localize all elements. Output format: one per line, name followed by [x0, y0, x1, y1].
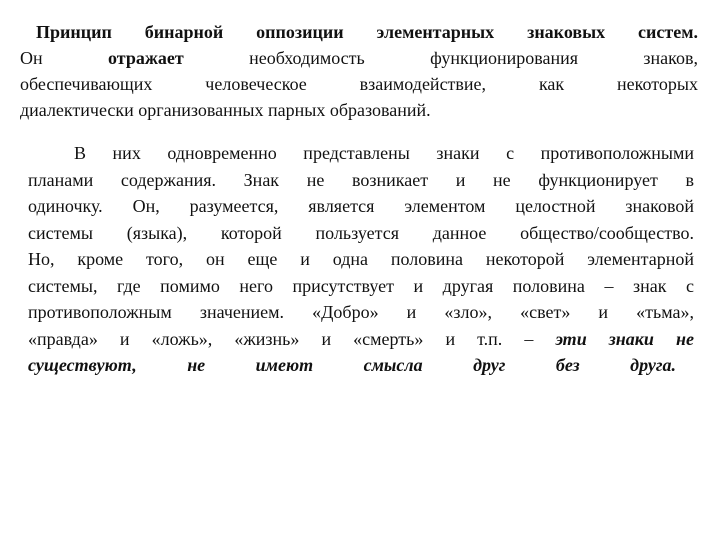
text-line: обеспечивающих человеческое взаимодействие, как некоторых: [20, 74, 698, 94]
text-span: Он: [20, 48, 43, 68]
text-line: одиночку. Он, разумеется, является элементом целостной знаковой: [28, 196, 694, 216]
bold-keyword: отражает: [108, 48, 184, 68]
text-line: планами содержания. Знак не возникает и не функционирует в: [28, 169, 694, 190]
paragraph-binary-opposition: [20, 19, 698, 123]
text-line: противоположным значением. «Добро» и «зло», «свет» и «тьма»,: [28, 302, 694, 322]
text-line: [28, 352, 676, 379]
text-line: [20, 45, 698, 71]
paragraph-opposite-signs: [28, 140, 694, 379]
emphasis-span: эти знаки не: [555, 328, 694, 349]
text-line: системы (языка), которой пользуется данное общество/сообщество.: [28, 222, 694, 243]
text-span: необходимость функционирования знаков,: [249, 48, 698, 68]
emphasis-span: существуют, не имеют смысла друг без друга: [28, 355, 672, 375]
period: .: [671, 355, 676, 375]
text-span: «правда» и «ложь», «жизнь» и «смерть» и т.п. –: [28, 328, 534, 349]
paragraph-title-line: [20, 19, 698, 45]
paragraph-title: Принцип бинарной оппозиции элементарных знаковых систем.: [36, 22, 698, 42]
text-line: диалектически организованных парных образований.: [20, 100, 431, 120]
text-line: системы, где помимо него присутствует и другая половина – знак с: [28, 275, 694, 296]
text-line: Но, кроме того, он еще и одна половина некоторой элементарной: [28, 249, 694, 269]
text-line: [28, 326, 694, 353]
text-line: В них одновременно представлены знаки с противоположными: [74, 143, 694, 163]
